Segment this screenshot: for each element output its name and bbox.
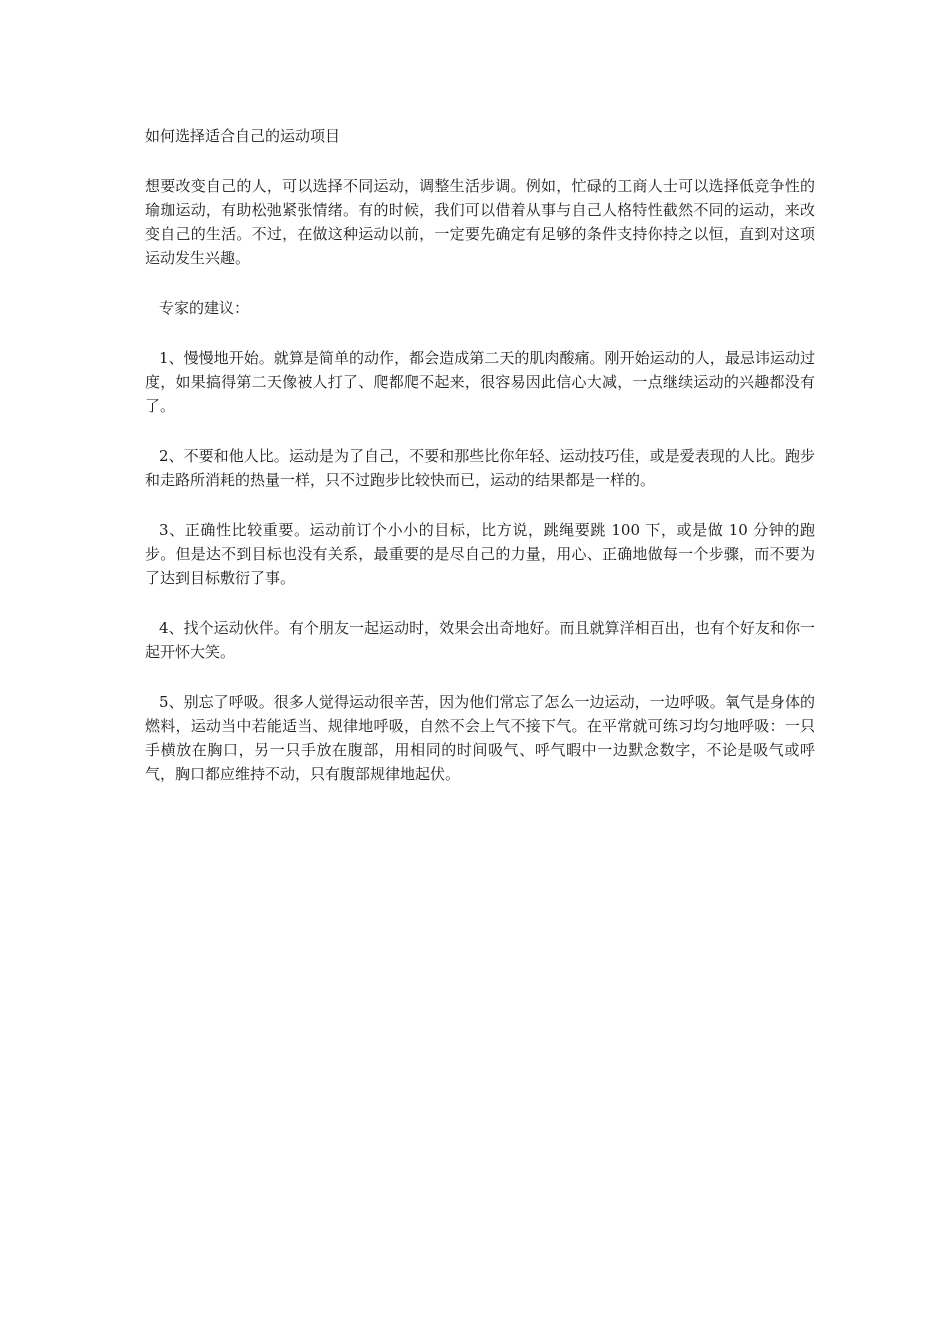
tip-paragraph-5: 5、别忘了呼吸。很多人觉得运动很辛苦，因为他们常忘了怎么一边运动，一边呼吸。氧气是身体的燃料，运动当中若能适当、规律地呼吸，自然不会上气不接下气。在平常就可练习均匀地呼吸：一只手横放在胸口，另一只手放在腹部，用相同的时间吸气、呼气暇中一边默念数字，不论是吸气或呼气，胸口都应维持不动，只有腹部规律地起伏。 xyxy=(145,693,815,783)
tip-paragraph-1: 1、慢慢地开始。就算是简单的动作，都会造成第二天的肌肉酸痛。刚开始运动的人，最忌讳运动过度，如果搞得第二天像被人打了、爬都爬不起来，很容易因此信心大减，一点继续运动的兴趣都没有了。 xyxy=(145,349,815,415)
document-title: 如何选择适合自己的运动项目 xyxy=(145,127,341,145)
tip-paragraph-3: 3、正确性比较重要。运动前订个小小的目标，比方说，跳绳要跳 100 下，或是做 10 分钟的跑步。但是达不到目标也没有关系，最重要的是尽自己的力量，用心、正确地做每一个步骤，而不要为了达到目标敷衍了事。 xyxy=(145,521,815,587)
tip-paragraph-2: 2、不要和他人比。运动是为了自己，不要和那些比你年轻、运动技巧佳，或是爱表现的人比。跑步和走路所消耗的热量一样，只不过跑步比较快而已，运动的结果都是一样的。 xyxy=(145,447,815,489)
document-page xyxy=(145,124,815,812)
tip-paragraph-4: 4、找个运动伙伴。有个朋友一起运动时，效果会出奇地好。而且就算洋相百出，也有个好友和你一起开怀大笑。 xyxy=(145,619,815,661)
intro-paragraph: 想要改变自己的人，可以选择不同运动，调整生活步调。例如，忙碌的工商人士可以选择低竞争性的瑜珈运动，有助松弛紧张情绪。有的时候，我们可以借着从事与自己人格特性截然不同的运动，来改变自己的生活。不过，在做这种运动以前，一定要先确定有足够的条件支持你持之以恒，直到对这项运动发生兴趣。 xyxy=(145,177,815,267)
advice-heading: 专家的建议： xyxy=(159,299,250,317)
